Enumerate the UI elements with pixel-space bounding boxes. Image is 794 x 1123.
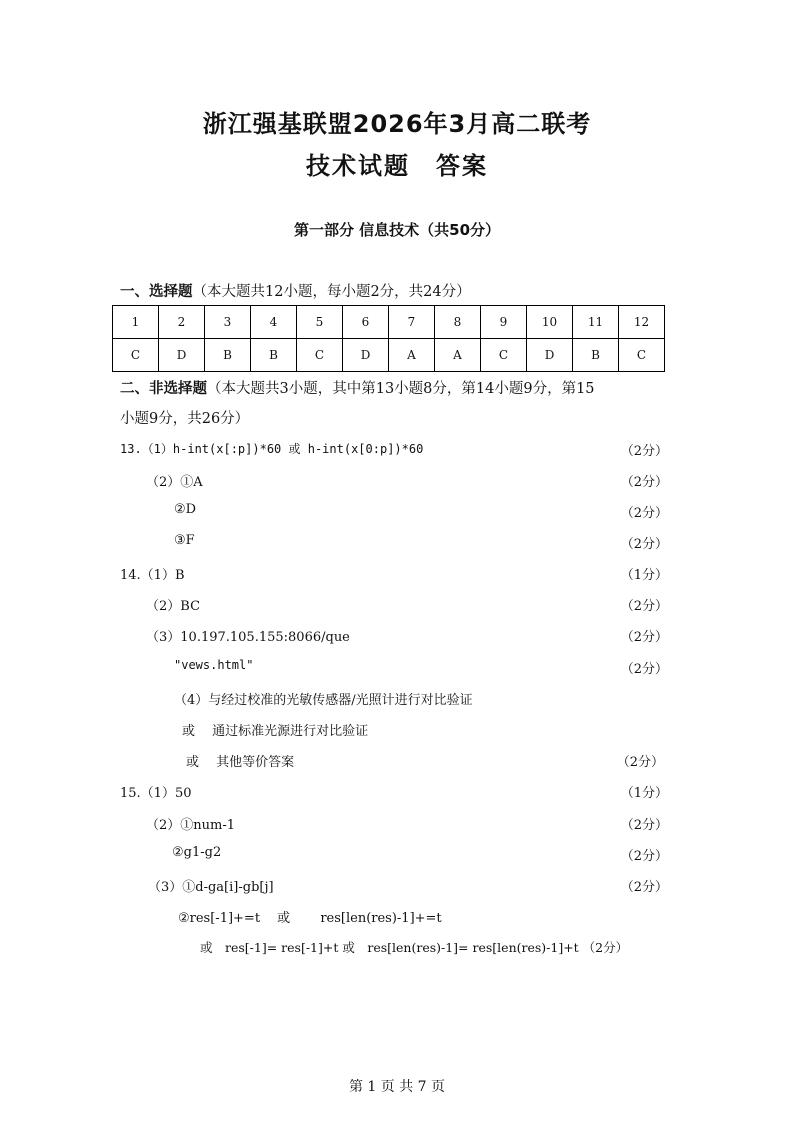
table-cell: A [389,339,435,372]
answer-14-3b: "vews.html" [174,658,254,672]
part-title: 第一部分 信息技术（共50分） [293,221,501,239]
score-label: （2分） [620,537,668,552]
exam-title: 浙江强基联盟2026年3月高二联考 [202,110,592,138]
answer-15-2b: ②g1-g2 [172,845,222,860]
section2-note-continued: 小题9分，共26分） [120,411,250,427]
answer-13-1: 13.（1）h-int(x[:p])*60 或 h-int(x[0:p])*60 [120,442,424,456]
section1-heading [120,280,471,301]
table-cell: 11 [573,306,619,339]
table-cell: 1 [113,306,159,339]
answer-15-2a: （2）①num-1 [146,818,236,833]
answer-13-2a: （2）①A [146,475,203,490]
section1-title: 一、选择题 [120,284,193,300]
score-label: （2分） [620,599,668,614]
page-footer: 第 1 页 共 7 页 [348,1079,446,1095]
table-cell: B [251,339,297,372]
section2-note: （本大题共3小题，其中第13小题8分，第14小题9分，第15 [207,381,595,397]
answer-14-4a: （4）与经过校准的光敏传感器/光照计进行对比验证 [174,693,473,708]
answer-14-1: 14.（1）B [120,568,185,583]
score-label: （2分） [620,630,668,645]
answer-13-2c: ③F [174,533,195,548]
table-cell: 9 [481,306,527,339]
section2-title: 二、非选择题 [120,381,207,397]
section2-heading [120,377,595,398]
table-cell: C [297,339,343,372]
table-cell: C [113,339,159,372]
table-cell: 3 [205,306,251,339]
score-label: （2分） [620,662,668,677]
answer-14-4c: 或 其他等价答案 [186,755,295,770]
answer-14-3a: （3）10.197.105.155:8066/que [146,630,350,645]
table-cell: C [619,339,665,372]
table-cell: B [205,339,251,372]
score-label: （1分） [620,568,668,583]
answer-13-2b: ②D [174,502,197,517]
table-cell: D [159,339,205,372]
table-cell: 6 [343,306,389,339]
answer-15-3c: 或 res[-1]= res[-1]+t 或 res[len(res)-1]= res[len(res)-1]+t （2分） [200,940,629,955]
section1-note: （本大题共12小题，每小题2分，共24分） [192,284,471,300]
table-cell: 7 [389,306,435,339]
answer-row [113,339,665,372]
table-cell: 10 [527,306,573,339]
answer-15-1: 15.（1）50 [120,786,192,801]
score-label: （2分） [620,849,668,864]
table-cell: 5 [297,306,343,339]
score-label: （2分） [620,506,668,521]
score-label: （2分） [616,755,664,770]
exam-subtitle: 技术试题 答案 [306,152,488,180]
table-cell: C [481,339,527,372]
question-number-row [113,306,665,339]
table-cell: 4 [251,306,297,339]
score-label: （2分） [620,880,668,895]
answer-15-3b: ②res[-1]+=t 或 res[len(res)-1]+=t [178,911,442,926]
table-cell: A [435,339,481,372]
score-label: （2分） [620,818,668,833]
table-cell: 12 [619,306,665,339]
score-label: （2分） [620,444,668,459]
answer-14-2: （2）BC [146,599,201,614]
table-cell: D [343,339,389,372]
answer-14-4b: 或 通过标准光源进行对比验证 [182,724,369,739]
table-cell: 8 [435,306,481,339]
score-label: （2分） [620,475,668,490]
score-label: （1分） [620,786,668,801]
table-cell: 2 [159,306,205,339]
table-cell: B [573,339,619,372]
answer-table [112,305,665,372]
table-cell: D [527,339,573,372]
answer-15-3a: （3）①d-ga[i]-gb[j] [148,880,274,895]
